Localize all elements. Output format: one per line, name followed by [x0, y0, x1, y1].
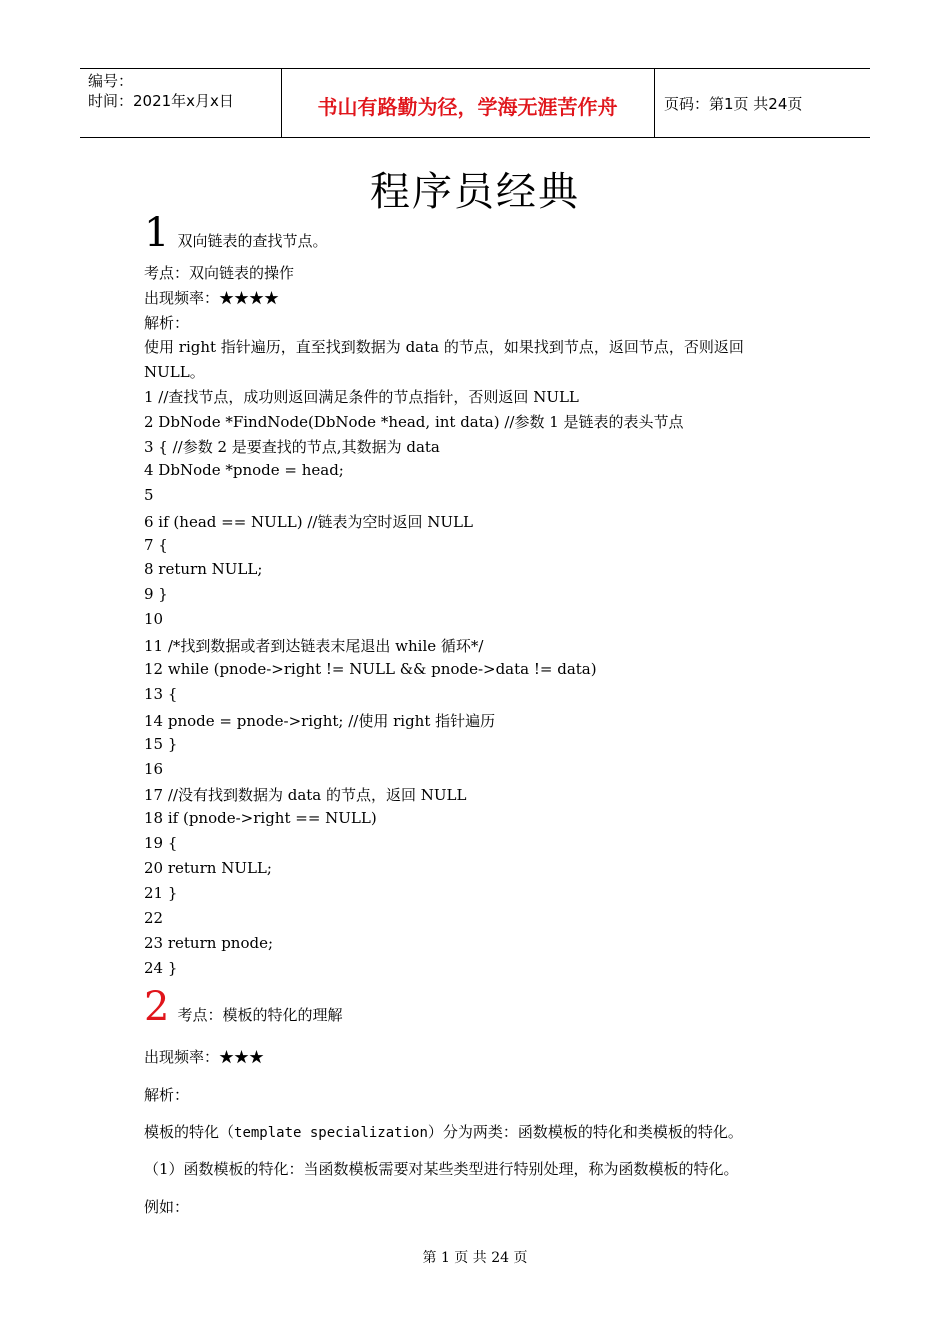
- code-line: 22: [144, 909, 164, 927]
- page-header: [80, 68, 870, 138]
- q2-paragraph-1: [144, 1121, 743, 1142]
- q1-point: 考点：双向链表的操作: [144, 264, 295, 282]
- code-line: 16: [144, 760, 164, 778]
- header-motto: 书山有路勤为径，学海无涯苦作舟: [317, 95, 618, 119]
- code-line: 17 //没有找到数据为 data 的节点，返回 NULL: [144, 786, 467, 804]
- code-line: 18 if (pnode->right == NULL): [144, 809, 377, 827]
- question-number: 2: [144, 984, 170, 1030]
- code-line: 21 }: [144, 884, 178, 902]
- code-line: 4 DbNode *pnode = head;: [144, 461, 344, 479]
- question-title: 考点：模板的特化的理解: [177, 1006, 343, 1024]
- code-line: 10: [144, 610, 164, 628]
- time-label: 时间：2021年x月x日: [88, 92, 234, 110]
- code-line: 15 }: [144, 735, 178, 753]
- q2-paragraph-1-text: ）分为两类：函数模板的特化和类模板的特化。: [427, 1123, 743, 1141]
- page-footer: 第 1 页 共 24 页: [422, 1250, 528, 1266]
- code-line: 2 DbNode *FindNode(DbNode *head, int data) //参数 1 是链表的表头节点: [144, 413, 684, 431]
- number-label: 编号：: [88, 72, 134, 90]
- header-page-info: 页码：第1页 共24页: [664, 95, 803, 113]
- code-line: 19 {: [144, 834, 178, 852]
- code-line: 5: [144, 486, 154, 504]
- q2-analysis-label: 解析：: [144, 1086, 190, 1104]
- code-line: 13 {: [144, 685, 178, 703]
- code-line: 7 {: [144, 536, 168, 554]
- q2-paragraph-1-text: 模板的特化（: [144, 1123, 235, 1141]
- code-line: 20 return NULL;: [144, 859, 272, 877]
- code-line: 14 pnode = pnode->right; //使用 right 指针遍历: [144, 712, 496, 730]
- code-line: 23 return pnode;: [144, 934, 274, 952]
- q2-frequency: 出现频率：★★★: [144, 1048, 265, 1066]
- code-line: 24 }: [144, 959, 178, 977]
- q1-frequency: 出现频率：★★★★: [144, 289, 280, 307]
- code-line: 12 while (pnode->right != NULL && pnode->data != data): [144, 660, 597, 678]
- q1-description-cont: NULL。: [144, 363, 205, 381]
- question-2-heading: [144, 984, 342, 1030]
- code-line: 11 /*找到数据或者到达链表末尾退出 while 循环*/: [144, 637, 484, 655]
- q2-paragraph-1-code: template specialization: [234, 1125, 428, 1141]
- q1-description: 使用 right 指针遍历，直至找到数据为 data 的节点，如果找到节点，返回节点，否则返回: [144, 338, 744, 356]
- code-line: 6 if (head == NULL) //链表为空时返回 NULL: [144, 513, 473, 531]
- q1-analysis-label: 解析：: [144, 314, 190, 332]
- code-line: 8 return NULL;: [144, 560, 263, 578]
- code-line: 1 //查找节点，成功则返回满足条件的节点指针，否则返回 NULL: [144, 388, 579, 406]
- document-title: 程序员经典: [370, 169, 580, 215]
- code-line: 3 { //参数 2 是要查找的节点,其数据为 data: [144, 438, 440, 456]
- question-number: 1: [144, 210, 170, 256]
- question-title: 双向链表的查找节点。: [177, 232, 328, 250]
- q2-paragraph-2: （1）函数模板的特化：当函数模板需要对某些类型进行特别处理，称为函数模板的特化。: [144, 1160, 739, 1178]
- question-1-heading: [144, 210, 327, 256]
- q2-paragraph-3: 例如：: [144, 1198, 190, 1216]
- header-divider: [654, 69, 655, 137]
- code-line: 9 }: [144, 585, 168, 603]
- header-meta: [88, 71, 280, 111]
